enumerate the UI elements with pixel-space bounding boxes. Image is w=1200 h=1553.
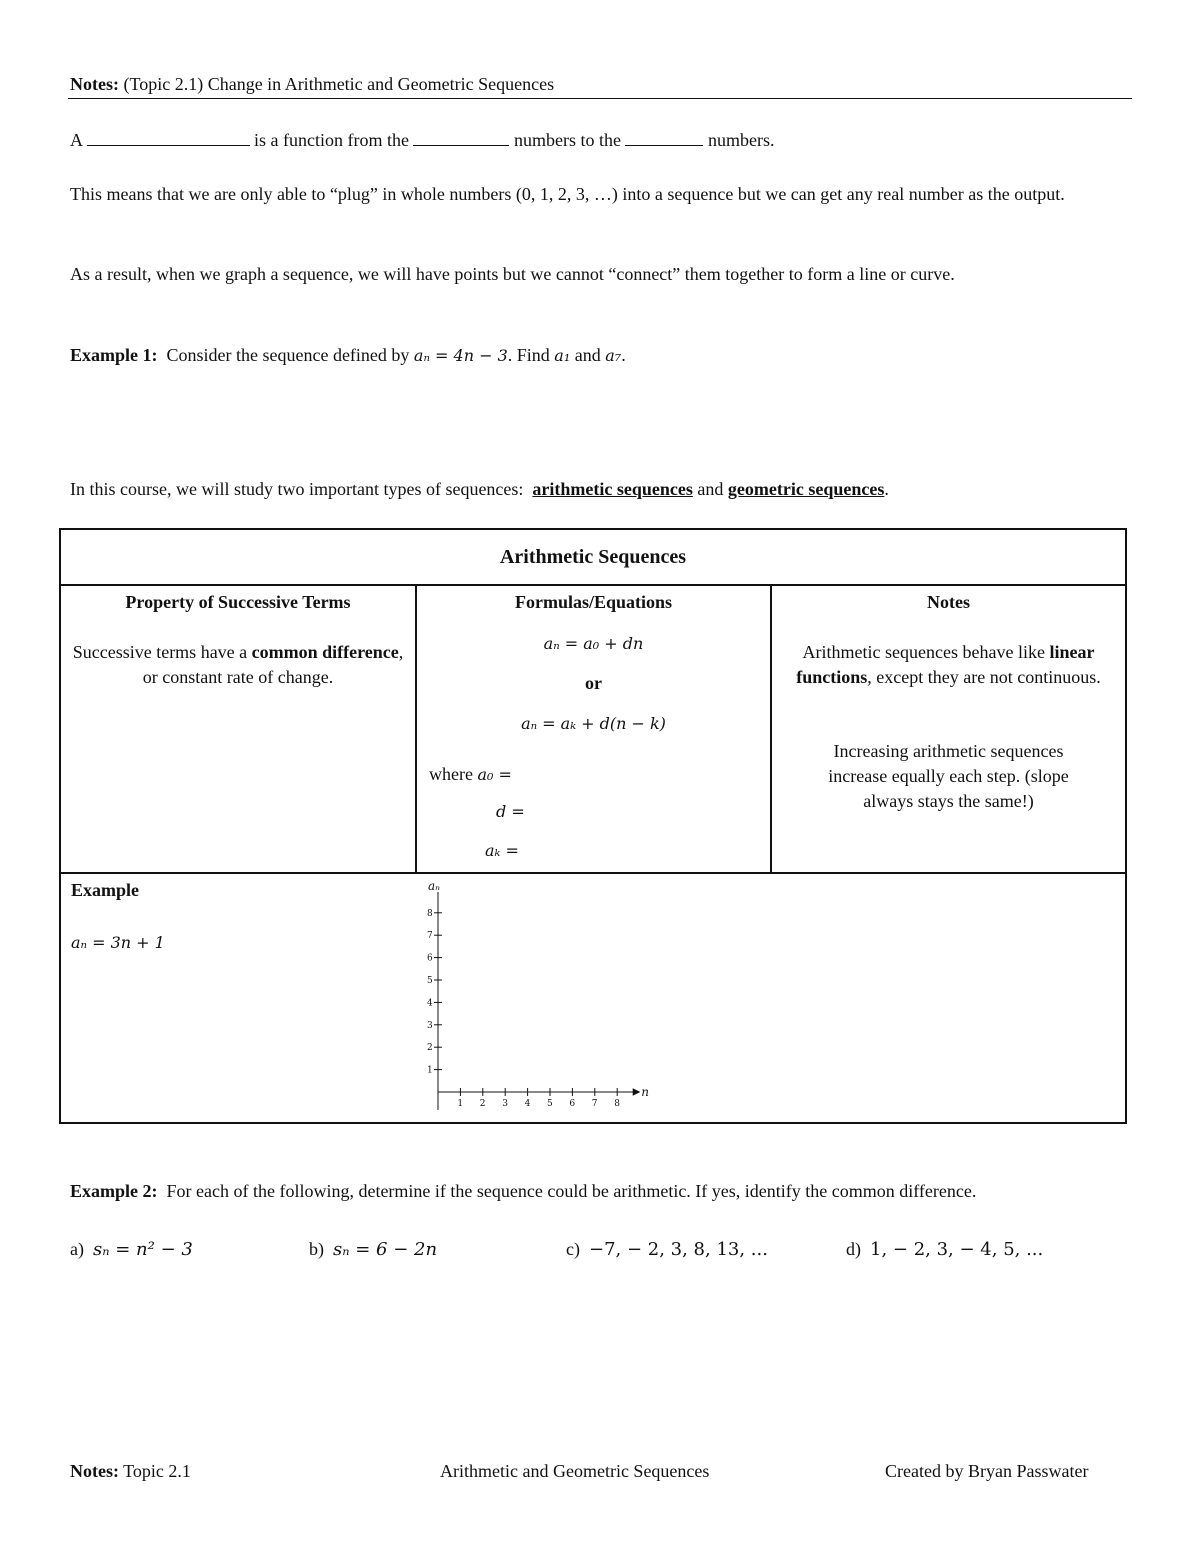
example-1-label: Example 1: <box>70 345 158 365</box>
y-axis-label: aₙ <box>428 882 441 893</box>
example-2-a <box>70 1236 193 1263</box>
property-post: , or constant rate of change. <box>142 642 404 687</box>
item-d-expr: 1, − 2, 3, − 4, 5, ... <box>870 1239 1044 1260</box>
formula-point: aₙ = aₖ + d(n − k) <box>521 714 666 733</box>
y-tick-label: 1 <box>427 1065 433 1076</box>
types-arithmetic: arithmetic sequences <box>532 479 693 499</box>
x-tick-label: 8 <box>614 1099 620 1109</box>
example-1-text: Consider the sequence defined by <box>166 345 410 365</box>
item-b-letter: b) <box>309 1239 324 1259</box>
example-2 <box>70 1178 1132 1205</box>
footer-right: Created by Bryan Passwater <box>885 1461 1089 1481</box>
where-label <box>429 762 512 787</box>
blank-1[interactable] <box>87 130 250 146</box>
property-bold: common difference <box>251 642 399 662</box>
x-tick-label: 3 <box>502 1099 508 1109</box>
x-tick-label: 2 <box>479 1099 486 1109</box>
item-d-letter: d) <box>846 1239 861 1259</box>
y-tick-label: 8 <box>427 908 433 919</box>
paragraph-plug: This means that we are only able to “plug” in whole numbers (0, 1, 2, 3, …) into a sequence but we can get any real number as the output. <box>70 184 1065 204</box>
def-text-a: A <box>70 130 83 150</box>
y-tick-label: 2 <box>427 1043 433 1054</box>
example-1 <box>70 342 626 369</box>
notes-linear-post: , except they are not continuous. <box>867 667 1101 687</box>
y-tick-label: 4 <box>427 998 433 1009</box>
notes-cell <box>771 585 1126 873</box>
page-header <box>70 71 554 98</box>
types-geometric: geometric sequences <box>727 479 885 499</box>
property-text <box>62 640 414 690</box>
header-label: Notes: <box>70 74 119 94</box>
property-heading: Property of Successive Terms <box>125 592 351 612</box>
sequence-types <box>70 476 889 503</box>
formula-explicit: aₙ = a₀ + dn <box>543 634 644 653</box>
definition-line <box>70 127 774 154</box>
notes-linear-pre: Arithmetic sequences behave like <box>802 642 1045 662</box>
example-1-term-a7: a₇ <box>605 346 622 365</box>
x-tick-label: 4 <box>524 1099 531 1109</box>
x-tick-label: 1 <box>457 1099 464 1109</box>
def-text-d: numbers. <box>707 130 775 150</box>
example-2-b <box>309 1236 437 1263</box>
table-title: Arithmetic Sequences <box>499 545 687 568</box>
notes-linear <box>773 640 1124 690</box>
y-tick-label: 3 <box>427 1020 433 1031</box>
example-1-and: and <box>574 345 601 365</box>
where-d: d = <box>496 802 525 821</box>
example-cell <box>60 873 1126 1123</box>
item-c-expr: −7, − 2, 3, 8, 13, ... <box>588 1239 768 1260</box>
table-title-cell <box>60 529 1126 585</box>
example-2-label: Example 2: <box>70 1181 158 1201</box>
example-1-find: . Find <box>507 345 550 365</box>
notes-linear-bold: linear functions <box>796 642 1095 687</box>
header-rule <box>68 98 1132 99</box>
example-2-text: For each of the following, determine if the sequence could be arithmetic. If yes, identify the common difference. <box>166 1181 977 1201</box>
item-b-expr: sₙ = 6 − 2n <box>333 1239 438 1260</box>
example-label: Example <box>71 880 140 900</box>
formulas-heading: Formulas/Equations <box>514 592 673 612</box>
where-a0: a₀ = <box>477 765 512 784</box>
y-tick-label: 5 <box>427 976 433 986</box>
y-tick-label: 7 <box>427 931 433 942</box>
def-text-b: is a function from the <box>254 130 409 150</box>
item-a-letter: a) <box>70 1239 84 1259</box>
example-2-d <box>846 1236 1043 1263</box>
formulas-cell <box>416 585 771 873</box>
item-c-letter: c) <box>566 1239 580 1259</box>
footer-label: Notes: <box>70 1461 119 1481</box>
graph <box>361 882 661 1118</box>
item-a-expr: sₙ = n² − 3 <box>92 1239 193 1260</box>
x-axis-arrow <box>633 1089 639 1095</box>
def-text-c: numbers to the <box>513 130 621 150</box>
types-end: . <box>884 479 889 499</box>
property-cell <box>60 585 416 873</box>
header-title: (Topic 2.1) Change in Arithmetic and Geometric Sequences <box>123 74 555 94</box>
types-text: In this course, we will study two important types of sequences: <box>70 479 524 499</box>
blank-2[interactable] <box>413 130 509 146</box>
blank-3[interactable] <box>625 130 703 146</box>
example-1-end: . <box>621 345 626 365</box>
where-ak: aₖ = <box>485 841 519 860</box>
x-axis-label: n <box>641 1085 649 1099</box>
footer-topic: Topic 2.1 <box>123 1461 191 1481</box>
example-formula: aₙ = 3n + 1 <box>71 933 165 952</box>
y-tick-label: 6 <box>427 953 433 964</box>
x-tick-label: 6 <box>569 1099 576 1109</box>
example-1-formula: aₙ = 4n − 3 <box>413 346 508 365</box>
example-1-term-a1: a₁ <box>554 346 571 365</box>
formula-or: or <box>585 673 602 693</box>
where-text: where <box>429 764 473 784</box>
arithmetic-table <box>59 528 1127 1124</box>
x-tick-label: 5 <box>547 1099 553 1109</box>
footer-left <box>70 1458 191 1485</box>
notes-increasing: Increasing arithmetic sequences increase equally each step. (slope always stays the same!) <box>828 741 1069 811</box>
x-tick-label: 7 <box>591 1099 598 1109</box>
example-2-c <box>566 1236 768 1263</box>
notes-heading: Notes <box>927 592 970 612</box>
property-pre: Successive terms have a <box>72 642 248 662</box>
paragraph-graph: As a result, when we graph a sequence, we will have points but we cannot “connect” them together to form a line or curve. <box>70 264 955 284</box>
types-and: and <box>697 479 724 499</box>
footer-center: Arithmetic and Geometric Sequences <box>440 1461 710 1481</box>
